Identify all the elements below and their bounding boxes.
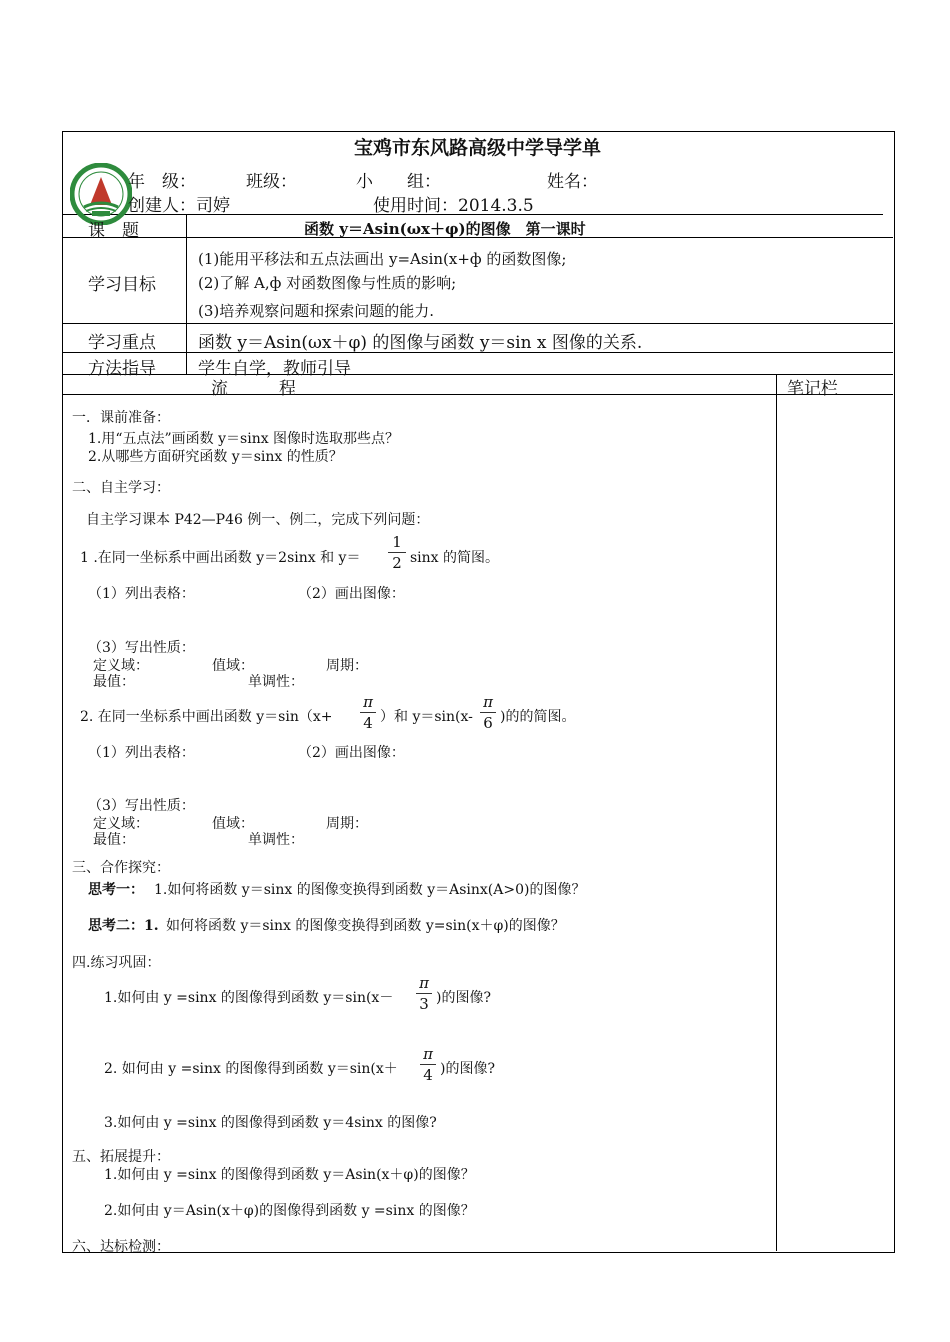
process-label: 流 程	[211, 379, 296, 399]
s2-q1-table-label: （1）列出表格：	[88, 586, 195, 602]
s5-q2-text: 2.如何由 y＝Asin(x＋φ)的图像得到函数 y =sinx 的图像？	[104, 1203, 475, 1219]
fraction-pi-over-6: π 6	[480, 693, 496, 732]
page-title: 宝鸡市东风路高级中学导学单	[353, 137, 601, 159]
goal-1: (1)能用平移法和五点法画出 y=Asin(x+ф 的函数图像;	[198, 250, 567, 268]
topic-label: 课 题	[88, 221, 139, 241]
fraction-pi-over-3: π 3	[416, 974, 432, 1013]
s1-question-1: 1.用“五点法”画函数 y＝sinx 图像时选取那些点？	[88, 431, 400, 447]
s2-q1-period-label: 周期：	[326, 658, 368, 674]
s2-q2-text-b: ）和 y＝sin(x-	[380, 709, 473, 725]
key-value: 函数 y＝Asin(ωx＋φ) 的图像与函数 y＝sin x 图像的关系.	[198, 333, 643, 353]
goal-3: (3)培养观察问题和探索问题的能力.	[198, 302, 435, 320]
s2-q2-mono-label: 单调性：	[248, 832, 304, 848]
creator-label: 创建人：司婷	[128, 196, 230, 216]
group-label: 小 组：	[356, 172, 441, 192]
section-6-title: 六、达标检测：	[72, 1239, 170, 1255]
goal-label: 学习目标	[88, 275, 156, 295]
s4-q1-text-b: )的图像?	[436, 990, 491, 1006]
goal-2: (2)了解 A,ф 对函数图像与性质的影响;	[198, 274, 457, 292]
s4-q3-text: 3.如何由 y =sinx 的图像得到函数 y＝4sinx 的图像?	[104, 1115, 437, 1131]
s2-q1-mono-label: 单调性：	[248, 674, 304, 690]
s2-q2-props-label: （3）写出性质：	[88, 798, 195, 814]
s3-think-1-label: 思考一：	[88, 882, 144, 898]
s4-q2-text-a: 2. 如何由 y =sinx 的图像得到函数 y＝sin(x＋	[104, 1061, 398, 1077]
section-2-title: 二、自主学习：	[72, 480, 170, 496]
notes-column-divider	[776, 374, 777, 1251]
s2-q1-range-label: 值域：	[212, 658, 254, 674]
label-column-divider	[186, 214, 187, 374]
row-divider-process	[62, 394, 893, 395]
notes-label: 笔记栏	[787, 379, 838, 399]
name-label: 姓名：	[547, 172, 598, 192]
method-label: 方法指导	[88, 359, 156, 379]
s2-q2-period-label: 周期：	[326, 816, 368, 832]
section-3-title: 三、合作探究：	[72, 860, 170, 876]
s3-think-1-text: 1.如何将函数 y＝sinx 的图像变换得到函数 y＝Asinx(A>0)的图像？	[154, 882, 586, 898]
s2-q2-text-a: 2. 在同一坐标系中画出函数 y＝sin（x+	[80, 709, 333, 725]
s2-q2-graph-label: （2）画出图像：	[298, 745, 405, 761]
grade-label: 年 级：	[128, 172, 196, 192]
method-value: 学生自学，教师引导	[198, 359, 351, 379]
s3-think-2-text: 如何将函数 y＝sinx 的图像变换得到函数 y=sin(x＋φ)的图像？	[166, 918, 565, 934]
fraction-one-half: 1 2	[388, 533, 406, 572]
fraction-pi-over-4-b: π 4	[420, 1045, 436, 1084]
s2-q2-text-c: )的的简图。	[500, 709, 576, 725]
fraction-pi-over-4: π 4	[360, 693, 376, 732]
s2-q2-domain-label: 定义域：	[93, 816, 149, 832]
section-1-title: 一．课前准备：	[72, 410, 170, 426]
section-4-title: 四.练习巩固：	[72, 955, 161, 971]
s4-q2-text-b: )的图像?	[440, 1061, 495, 1077]
s2-q2-range-label: 值域：	[212, 816, 254, 832]
s3-think-2-label: 思考二：1.	[88, 918, 159, 934]
s2-q2-table-label: （1）列出表格：	[88, 745, 195, 761]
s2-q1-graph-label: （2）画出图像：	[298, 586, 405, 602]
key-label: 学习重点	[88, 333, 156, 353]
class-label: 班级：	[246, 172, 297, 192]
s2-q1-domain-label: 定义域：	[93, 658, 149, 674]
s2-q1-text-a: 1 .在同一坐标系中画出函数 y＝2sinx 和 y＝	[80, 550, 361, 566]
s1-question-2: 2.从哪些方面研究函数 y＝sinx 的性质？	[88, 449, 343, 465]
s2-q2-max-label: 最值：	[93, 832, 135, 848]
row-divider-method	[62, 374, 893, 375]
s5-q1-text: 1.如何由 y =sinx 的图像得到函数 y＝Asin(x＋φ)的图像？	[104, 1167, 475, 1183]
s2-q1-text-b: sinx 的简图。	[410, 550, 500, 566]
section-5-title: 五、拓展提升：	[72, 1149, 170, 1165]
s4-q1-text-a: 1.如何由 y =sinx 的图像得到函数 y＝sin(x－	[104, 990, 394, 1006]
topic-value: 函数 y＝Asin(ωx＋φ)的图像 第一课时	[304, 220, 586, 238]
date-label: 使用时间：2014.3.5	[373, 196, 534, 216]
s2-q1-props-label: （3）写出性质：	[88, 640, 195, 656]
s2-q1-max-label: 最值：	[93, 674, 135, 690]
s2-intro: 自主学习课本 P42—P46 例一、例二，完成下列问题：	[86, 512, 430, 528]
